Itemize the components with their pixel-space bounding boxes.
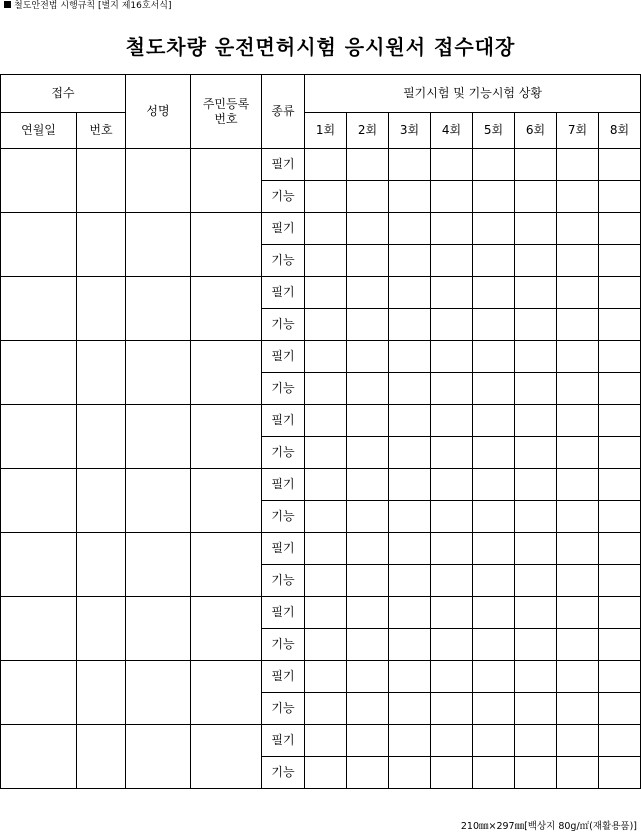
attempt-cell[interactable] [431,373,473,405]
exam-type-label: 기능 [262,629,305,661]
exam-type-label: 기능 [262,501,305,533]
exam-type-label: 필기 [262,661,305,693]
paper-spec: 210㎜×297㎜[백상지 80g/㎡(재활용품)] [460,821,637,832]
attempt-cell[interactable] [599,693,641,725]
header-attempt-1: 1회 [305,113,347,149]
attempt-cell[interactable] [473,469,515,501]
attempt-cell[interactable] [347,693,389,725]
number-cell[interactable] [77,533,126,597]
table-row [1,533,641,565]
attempt-cell[interactable] [431,277,473,309]
attempt-cell[interactable] [473,373,515,405]
attempt-cell[interactable] [557,693,599,725]
attempt-cell[interactable] [557,149,599,181]
attempt-cell[interactable] [599,661,641,693]
attempt-cell[interactable] [389,533,431,565]
table-row [1,277,641,309]
attempt-cell[interactable] [473,309,515,341]
number-cell[interactable] [77,149,126,213]
attempt-cell[interactable] [305,661,347,693]
attempt-cell[interactable] [473,757,515,789]
attempt-cell[interactable] [305,469,347,501]
attempt-cell[interactable] [305,565,347,597]
number-cell[interactable] [77,597,126,661]
attempt-cell[interactable] [515,373,557,405]
attempt-cell[interactable] [515,565,557,597]
attempt-cell[interactable] [347,437,389,469]
attempt-cell[interactable] [347,245,389,277]
attempt-cell[interactable] [557,469,599,501]
attempt-cell[interactable] [473,341,515,373]
id-number-cell[interactable] [191,149,262,213]
attempt-cell[interactable] [389,597,431,629]
date-cell[interactable] [1,533,77,597]
id-number-cell[interactable] [191,597,262,661]
attempt-cell[interactable] [431,341,473,373]
attempt-cell[interactable] [557,405,599,437]
exam-type-label: 필기 [262,533,305,565]
attempt-cell[interactable] [599,565,641,597]
table-row [1,213,641,245]
attempt-cell[interactable] [515,181,557,213]
form-reference [4,0,171,12]
attempt-cell[interactable] [557,373,599,405]
number-cell[interactable] [77,661,126,725]
exam-type-label: 필기 [262,405,305,437]
attempt-cell[interactable] [599,597,641,629]
attempt-cell[interactable] [473,213,515,245]
attempt-cell[interactable] [599,277,641,309]
attempt-cell[interactable] [347,149,389,181]
attempt-cell[interactable] [305,629,347,661]
exam-type-label: 필기 [262,277,305,309]
ledger-body [1,149,641,789]
exam-type-label: 필기 [262,341,305,373]
attempt-cell[interactable] [599,533,641,565]
name-cell[interactable] [126,277,191,341]
header-number: 번호 [77,113,126,149]
date-cell[interactable] [1,725,77,789]
attempt-cell[interactable] [389,309,431,341]
attempt-cell[interactable] [599,629,641,661]
attempt-cell[interactable] [473,501,515,533]
attempt-cell[interactable] [515,149,557,181]
exam-type-label: 기능 [262,373,305,405]
number-cell[interactable] [77,277,126,341]
attempt-cell[interactable] [557,629,599,661]
header-attempt-2: 2회 [347,113,389,149]
attempt-cell[interactable] [557,597,599,629]
attempt-cell[interactable] [557,277,599,309]
attempt-cell[interactable] [557,725,599,757]
attempt-cell[interactable] [431,757,473,789]
attempt-cell[interactable] [515,533,557,565]
attempt-cell[interactable] [431,661,473,693]
header-id-number: 주민등록 번호 [191,75,262,149]
reception-ledger-table [0,74,641,789]
square-bullet-icon [4,1,11,8]
attempt-cell[interactable] [515,661,557,693]
exam-type-label: 기능 [262,437,305,469]
number-cell[interactable] [77,725,126,789]
attempt-cell[interactable] [557,661,599,693]
table-row [1,597,641,629]
attempt-cell[interactable] [305,501,347,533]
header-exam-status: 필기시험 및 기능시험 상황 [305,75,641,113]
attempt-cell[interactable] [431,213,473,245]
page-title: 철도차량 운전면허시험 응시원서 접수대장 [125,35,516,59]
exam-type-label: 기능 [262,565,305,597]
attempt-cell[interactable] [515,437,557,469]
name-cell[interactable] [126,405,191,469]
attempt-cell[interactable] [347,405,389,437]
header-reception: 접수 [1,75,126,113]
attempt-cell[interactable] [599,213,641,245]
attempt-cell[interactable] [473,725,515,757]
attempt-cell[interactable] [305,597,347,629]
id-number-cell[interactable] [191,661,262,725]
attempt-cell[interactable] [389,725,431,757]
attempt-cell[interactable] [305,725,347,757]
attempt-cell[interactable] [557,309,599,341]
attempt-cell[interactable] [599,373,641,405]
attempt-cell[interactable] [389,661,431,693]
attempt-cell[interactable] [599,757,641,789]
attempt-cell[interactable] [473,597,515,629]
exam-type-label: 필기 [262,149,305,181]
attempt-cell[interactable] [599,437,641,469]
attempt-cell[interactable] [515,725,557,757]
attempt-cell[interactable] [473,405,515,437]
attempt-cell[interactable] [431,149,473,181]
attempt-cell[interactable] [389,277,431,309]
attempt-cell[interactable] [515,245,557,277]
attempt-cell[interactable] [473,181,515,213]
attempt-cell[interactable] [305,309,347,341]
table-row [1,661,641,693]
attempt-cell[interactable] [389,437,431,469]
attempt-cell[interactable] [389,693,431,725]
date-cell[interactable] [1,469,77,533]
attempt-cell[interactable] [347,597,389,629]
date-cell[interactable] [1,661,77,725]
name-cell[interactable] [126,533,191,597]
attempt-cell[interactable] [515,309,557,341]
date-cell[interactable] [1,149,77,213]
id-number-cell[interactable] [191,405,262,469]
attempt-cell[interactable] [599,245,641,277]
exam-type-label: 필기 [262,469,305,501]
attempt-cell[interactable] [431,181,473,213]
exam-type-label: 필기 [262,597,305,629]
attempt-cell[interactable] [557,533,599,565]
attempt-cell[interactable] [599,309,641,341]
attempt-cell[interactable] [347,373,389,405]
table-row [1,469,641,501]
table-row [1,341,641,373]
attempt-cell[interactable] [473,277,515,309]
attempt-cell[interactable] [347,181,389,213]
attempt-cell[interactable] [347,309,389,341]
attempt-cell[interactable] [431,405,473,437]
number-cell[interactable] [77,469,126,533]
attempt-cell[interactable] [431,501,473,533]
attempt-cell[interactable] [431,533,473,565]
attempt-cell[interactable] [431,565,473,597]
attempt-cell[interactable] [599,469,641,501]
attempt-cell[interactable] [473,565,515,597]
name-cell[interactable] [126,469,191,533]
attempt-cell[interactable] [557,181,599,213]
header-attempt-8: 8회 [599,113,641,149]
name-cell[interactable] [126,725,191,789]
attempt-cell[interactable] [305,437,347,469]
attempt-cell[interactable] [431,597,473,629]
header-type: 종류 [262,75,305,149]
attempt-cell[interactable] [473,245,515,277]
attempt-cell[interactable] [515,277,557,309]
exam-type-label: 필기 [262,725,305,757]
number-cell[interactable] [77,405,126,469]
attempt-cell[interactable] [305,373,347,405]
date-cell[interactable] [1,341,77,405]
attempt-cell[interactable] [347,213,389,245]
attempt-cell[interactable] [599,181,641,213]
attempt-cell[interactable] [389,213,431,245]
table-row [1,725,641,757]
attempt-cell[interactable] [599,149,641,181]
attempt-cell[interactable] [557,245,599,277]
attempt-cell[interactable] [431,437,473,469]
id-number-cell[interactable] [191,341,262,405]
id-number-cell[interactable] [191,213,262,277]
attempt-cell[interactable] [305,149,347,181]
attempt-cell[interactable] [515,501,557,533]
header-attempt-4: 4회 [431,113,473,149]
table-row [1,405,641,437]
attempt-cell[interactable] [347,565,389,597]
attempt-cell[interactable] [431,725,473,757]
id-number-cell[interactable] [191,725,262,789]
attempt-cell[interactable] [389,629,431,661]
header-attempt-6: 6회 [515,113,557,149]
attempt-cell[interactable] [515,693,557,725]
id-number-cell[interactable] [191,277,262,341]
attempt-cell[interactable] [305,277,347,309]
attempt-cell[interactable] [599,725,641,757]
number-cell[interactable] [77,213,126,277]
attempt-cell[interactable] [389,341,431,373]
attempt-cell[interactable] [389,501,431,533]
attempt-cell[interactable] [557,757,599,789]
attempt-cell[interactable] [599,405,641,437]
header-attempt-5: 5회 [473,113,515,149]
attempt-cell[interactable] [305,757,347,789]
attempt-cell[interactable] [599,501,641,533]
attempt-cell[interactable] [431,309,473,341]
attempt-cell[interactable] [347,533,389,565]
attempt-cell[interactable] [305,245,347,277]
attempt-cell[interactable] [473,661,515,693]
table-row [1,149,641,181]
attempt-cell[interactable] [389,149,431,181]
name-cell[interactable] [126,597,191,661]
attempt-cell[interactable] [557,213,599,245]
attempt-cell[interactable] [473,533,515,565]
attempt-cell[interactable] [347,469,389,501]
date-cell[interactable] [1,597,77,661]
exam-type-label: 필기 [262,213,305,245]
attempt-cell[interactable] [473,437,515,469]
attempt-cell[interactable] [473,149,515,181]
attempt-cell[interactable] [305,533,347,565]
attempt-cell[interactable] [515,469,557,501]
exam-type-label: 기능 [262,693,305,725]
exam-type-label: 기능 [262,757,305,789]
header-attempt-7: 7회 [557,113,599,149]
date-cell[interactable] [1,405,77,469]
attempt-cell[interactable] [389,181,431,213]
attempt-cell[interactable] [557,341,599,373]
exam-type-label: 기능 [262,309,305,341]
attempt-cell[interactable] [515,629,557,661]
attempt-cell[interactable] [557,501,599,533]
date-cell[interactable] [1,213,77,277]
exam-type-label: 기능 [262,245,305,277]
header-name: 성명 [126,75,191,149]
id-number-cell[interactable] [191,533,262,597]
attempt-cell[interactable] [389,565,431,597]
attempt-cell[interactable] [431,469,473,501]
attempt-cell[interactable] [431,693,473,725]
attempt-cell[interactable] [305,341,347,373]
exam-type-label: 기능 [262,181,305,213]
number-cell[interactable] [77,341,126,405]
attempt-cell[interactable] [305,693,347,725]
id-number-cell[interactable] [191,469,262,533]
attempt-cell[interactable] [389,405,431,437]
attempt-cell[interactable] [347,725,389,757]
attempt-cell[interactable] [557,437,599,469]
attempt-cell[interactable] [347,661,389,693]
attempt-cell[interactable] [389,245,431,277]
attempt-cell[interactable] [431,245,473,277]
attempt-cell[interactable] [347,341,389,373]
attempt-cell[interactable] [515,597,557,629]
attempt-cell[interactable] [515,213,557,245]
header-date: 연월일 [1,113,77,149]
name-cell[interactable] [126,213,191,277]
attempt-cell[interactable] [389,469,431,501]
attempt-cell[interactable] [305,213,347,245]
name-cell[interactable] [126,341,191,405]
attempt-cell[interactable] [473,629,515,661]
name-cell[interactable] [126,149,191,213]
attempt-cell[interactable] [515,405,557,437]
attempt-cell[interactable] [347,629,389,661]
attempt-cell[interactable] [347,277,389,309]
attempt-cell[interactable] [515,757,557,789]
attempt-cell[interactable] [557,565,599,597]
attempt-cell[interactable] [305,181,347,213]
attempt-cell[interactable] [599,341,641,373]
attempt-cell[interactable] [347,501,389,533]
attempt-cell[interactable] [389,757,431,789]
attempt-cell[interactable] [515,341,557,373]
attempt-cell[interactable] [431,629,473,661]
form-reference-text: 철도안전법 시행규칙 [별지 제16호서식] [14,1,172,11]
attempt-cell[interactable] [347,757,389,789]
attempt-cell[interactable] [473,693,515,725]
attempt-cell[interactable] [389,373,431,405]
header-attempt-3: 3회 [389,113,431,149]
date-cell[interactable] [1,277,77,341]
attempt-cell[interactable] [305,405,347,437]
name-cell[interactable] [126,661,191,725]
